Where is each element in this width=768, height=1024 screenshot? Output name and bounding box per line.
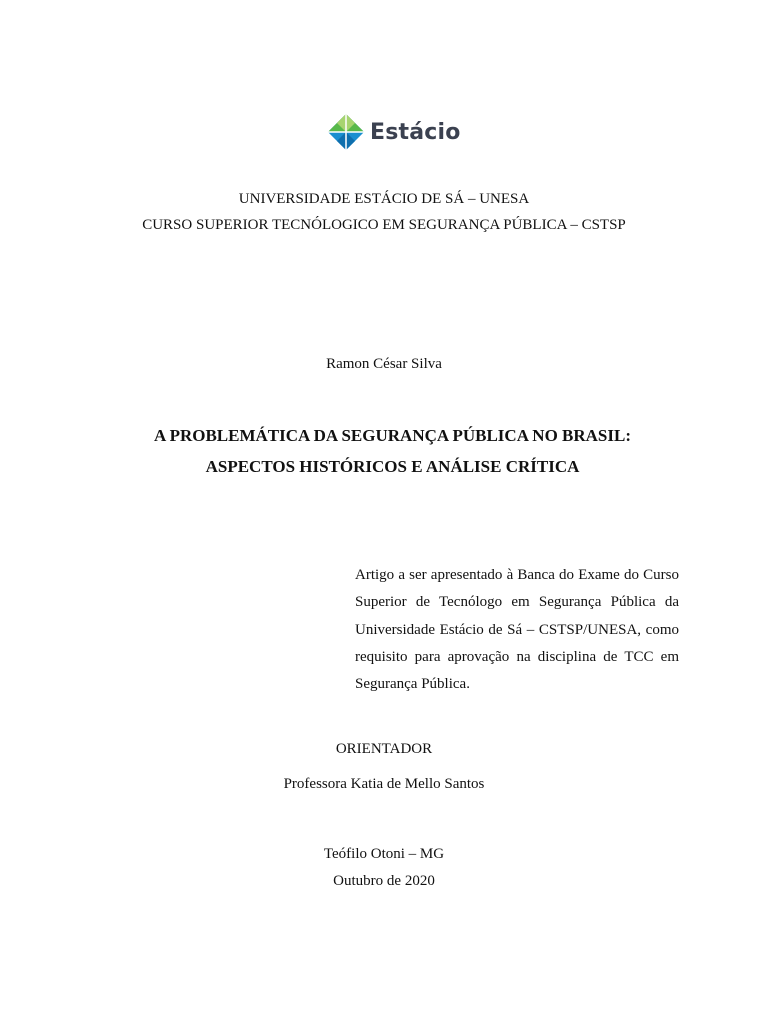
- abstract-line: Segurança Pública.: [355, 676, 470, 693]
- abstract-line: Superior de Tecnólogo em Segurança Pública da: [355, 594, 679, 611]
- abstract-paragraph: [355, 562, 679, 698]
- abstract-line: requisito para aprovação na disciplina de TCC em: [355, 648, 679, 665]
- estacio-logo: [327, 112, 461, 152]
- abstract-line: Artigo a ser apresentado à Banca do Exame do Curso: [355, 567, 679, 583]
- location: Teófilo Otoni – MG: [323, 846, 445, 862]
- author-name: Ramon César Silva: [326, 356, 442, 372]
- date: Outubro de 2020: [333, 873, 435, 889]
- course-name: CURSO SUPERIOR TECNÓLOGICO EM SEGURANÇA PÚBLICA – CSTSP: [142, 217, 626, 233]
- advisor-name: Professora Katia de Mello Santos: [283, 776, 485, 792]
- title-line-2: ASPECTOS HISTÓRICOS E ANÁLISE CRÍTICA: [205, 457, 580, 476]
- estacio-diamond-icon: [327, 113, 365, 151]
- logo-wordmark: Estácio: [370, 119, 461, 145]
- abstract-line: Universidade Estácio de Sá – CSTSP/UNESA, como: [355, 621, 679, 638]
- advisor-label: ORIENTADOR: [335, 741, 433, 757]
- title-line-1: A PROBLEMÁTICA DA SEGURANÇA PÚBLICA NO BRASIL:: [153, 426, 632, 445]
- university-name: UNIVERSIDADE ESTÁCIO DE SÁ – UNESA: [238, 191, 530, 207]
